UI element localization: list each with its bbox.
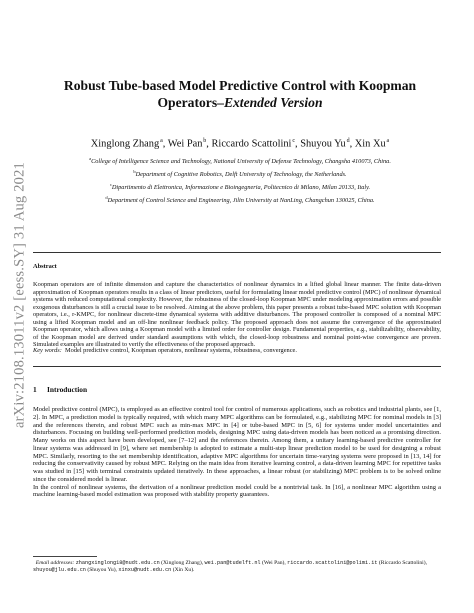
affiliation-text: College of Intelligence Science and Technology, National University of Defense Technology, Changsha 410073, China. (91, 158, 391, 166)
author-list: Xinglong Zhang $^a$, Wei Pan $^b$, Riccardo Scattolini $^c$, Shuyou Yu $^d$, Xin Xu $^a$ (90, 138, 390, 150)
author-name: Shuyou Yu (300, 138, 346, 150)
title-italic-suffix: Extended Version (223, 95, 323, 110)
keywords (33, 347, 441, 355)
email-link[interactable]: riccardo.scattolini@polimi.it (287, 560, 378, 566)
email-link[interactable]: xinxu@nudt.edu.cn (118, 567, 172, 574)
author-name: Riccardo Scattolini (211, 138, 292, 150)
email-owner: (Wei Pan), (261, 560, 286, 566)
arxiv-identifier-stamp (10, 130, 30, 460)
author-affiliation-mark: c (292, 138, 295, 144)
affiliation-a (40, 155, 440, 166)
author-affiliation-mark: a (160, 138, 163, 144)
arxiv-identifier-text: arXiv:2108.13011v2 [eess.SY] 31 Aug 2021 (11, 161, 28, 429)
paragraph: In the control of nonlinear systems, the derivation of a nonlinear prediction model could be a nontrivial task. In [16], a nonlinear MPC algorithm using a machine learning-based model estimation was proposed with stability property guarantees. (33, 483, 441, 499)
email-owner: (Xin Xu). (172, 567, 195, 574)
affiliation-mark: c (109, 182, 112, 187)
affiliation-d (40, 194, 440, 205)
author-affiliation-mark: a (386, 138, 390, 144)
affiliation-mark: b (133, 169, 136, 174)
email-owner: (Shuyou Yu), (87, 567, 117, 574)
abstract-heading: Abstract (33, 263, 57, 270)
affiliation-text: Department of Control Science and Engineering, Jilin University at NanLing, Changchun 130025, China. (107, 197, 375, 205)
email-link[interactable]: wei.pan@tudelft.nl (204, 560, 261, 566)
introduction-text (33, 406, 441, 499)
affiliation-text: Department of Cognitive Robotics, Delft University of Technology, the Netherlands. (135, 171, 347, 179)
email-owner: (Xinglong Zhang), (161, 560, 204, 566)
paper-title-line-1: Robust Tube-based Model Predictive Control with Koopman (63, 78, 417, 93)
abstract-top-rule (33, 252, 441, 253)
email-owner: (Riccardo Scattolini), (378, 560, 427, 566)
section-number: 1 (33, 385, 37, 394)
keywords-text: Model predictive control, Koopman operators, nonlinear systems, robustness, convergence. (65, 347, 297, 354)
author-affiliation-mark: d (346, 138, 350, 144)
paragraph: Model predictive control (MPC), is employed as an effective control tool for control of numerous applications, such as robotics and industrial plants, see [1, 2]. In MPC, a prediction model is typically required, with which many MPC algorithms can be formulated, e.g., stabilizing MPC for nominal models in [3] and the references therein, and robust MPC such as min-max MPC in [4] or tube-based MPC in [5, 6] for systems under model uncertainties and disturbances. Focusing on building well-performed prediction models, designing MPC using data-driven models has been noticed as a promising direction. Many works on this aspect have been developed, see [7–12] and the references therein. Among them, a unitary learning-based predictive controller for linear systems was addressed in [9], where set membership is adopted to estimate a multi-step linear prediction model to be used for designing a robust MPC. Similarly, resorting to the set membership identification, adaptive MPC algorithms for uncertain time-varying systems were proposed in [13, 14] for reducing the conservativity caused by robust MPC. Relying on the main idea from iterative learning control, a data-driven learning MPC for repetitive tasks was studied in [15] with terminal constraints updated iteratively. In these approaches, a linear robust (or stabilizing) MPC problem is to be solved online since the considered model is linear. (33, 406, 441, 483)
author-name: Xin Xu (354, 138, 386, 150)
email-footnote (33, 560, 441, 574)
abstract-bottom-rule (33, 366, 441, 367)
author-affiliation-mark: b (203, 138, 207, 144)
affiliation-mark: a (89, 156, 92, 161)
affiliation-c (40, 181, 440, 192)
affiliation-text: Dipartimento di Elettronica, Informazione e Bioingegneria, Politecnico di Milano, Milan 20133, Italy. (111, 184, 371, 192)
footnote-rule (33, 556, 97, 557)
title-prefix: Operators– (157, 95, 224, 110)
paper-title-line-2 (40, 94, 440, 111)
keywords-label: Key words: (33, 347, 62, 354)
author-name: Wei Pan (167, 138, 203, 150)
abstract-text: Koopman operators are of infinite dimension and capture the characteristics of nonlinear dynamics in a lifted global linear manner. The finite data-driven approximation of Koopman operators results in a class of linear predictors, useful for formulating linear model predictive control (MPC) of nonlinear dynamical systems with reduced computational complexity. However, the robustness of the closed-loop Koopman MPC under modeling approximation errors and possible exogenous disturbances is still a crucial issue to be resolved. Aiming at the above problem, this paper presents a robust tube-based MPC solution with Koopman operators, i.e., r-KMPC, for nonlinear discrete-time dynamical systems with additive disturbances. The proposed controller is composed of a nominal MPC using a lifted Koopman model and an off-line nonlinear feedback policy. The proposed approach does not assume the convergence of the approximated Koopman operator, which allows using a Koopman model with a limited order for controller design. Fundamental properties, e.g., stabilizability, observability, of the Koopman model are derived under standard assumptions with which, the closed-loop robustness and nominal point-wise convergence are proven. Simulated examples are illustrated to verify the effectiveness of the proposed approach. (33, 281, 441, 349)
affiliation-b (40, 168, 440, 179)
email-link[interactable]: zhangxinglong18@nudt.edu.cn (75, 560, 160, 566)
section-title: Introduction (47, 385, 88, 394)
footnote-label: Email addresses: (35, 560, 75, 566)
section-heading-introduction (33, 385, 87, 394)
email-link[interactable]: shuyou@jlu.edu.cn (33, 567, 86, 574)
affiliation-mark: d (105, 195, 108, 200)
author-name: Xinglong Zhang (90, 138, 160, 150)
